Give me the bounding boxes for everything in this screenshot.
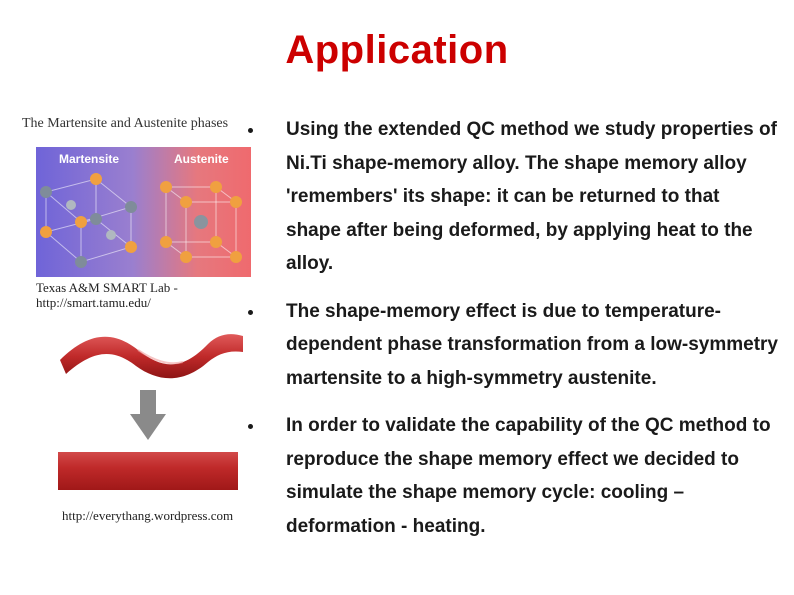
bullet-icon [248, 128, 253, 133]
source-line-1: Texas A&M SMART Lab - [36, 280, 178, 295]
bullet-text: Using the extended QC method we study properties of Ni.Ti shape-memory alloy. The shape memory alloy 'remembers' its shape: it can be returned to that shape after being deformed, by applying heat to the alloy. [286, 119, 777, 274]
figure-url-credit: http://everythang.wordpress.com [62, 508, 234, 523]
bullet-icon [248, 424, 253, 429]
figure-caption-phases: The Martensite and Austenite phases [22, 116, 229, 131]
martensite-label: Martensite [59, 152, 120, 166]
bullet-item [248, 409, 778, 543]
twisted-strip-image [58, 322, 248, 382]
slide-title: Application [285, 28, 509, 72]
phase-diagram-image [36, 147, 251, 277]
lattice-illustration [36, 167, 251, 277]
bullet-icon [248, 310, 253, 315]
bullet-text: In order to validate the capability of the QC method to reproduce the shape memory effect we decided to simulate the shape memory cycle: cooling – deformation - heating. [286, 415, 771, 537]
bullet-list [248, 113, 778, 543]
bullet-item [248, 113, 778, 281]
flat-strip-image [58, 452, 238, 490]
source-line-2: http://smart.tamu.edu/ [36, 295, 151, 310]
bullet-item [248, 295, 778, 396]
bullet-text: The shape-memory effect is due to temperature-dependent phase transformation from a low-symmetry martensite to a high-symmetry austenite. [286, 300, 778, 389]
down-arrow-icon [128, 388, 168, 443]
austenite-label: Austenite [174, 152, 229, 166]
figure-source-credit [36, 280, 256, 310]
